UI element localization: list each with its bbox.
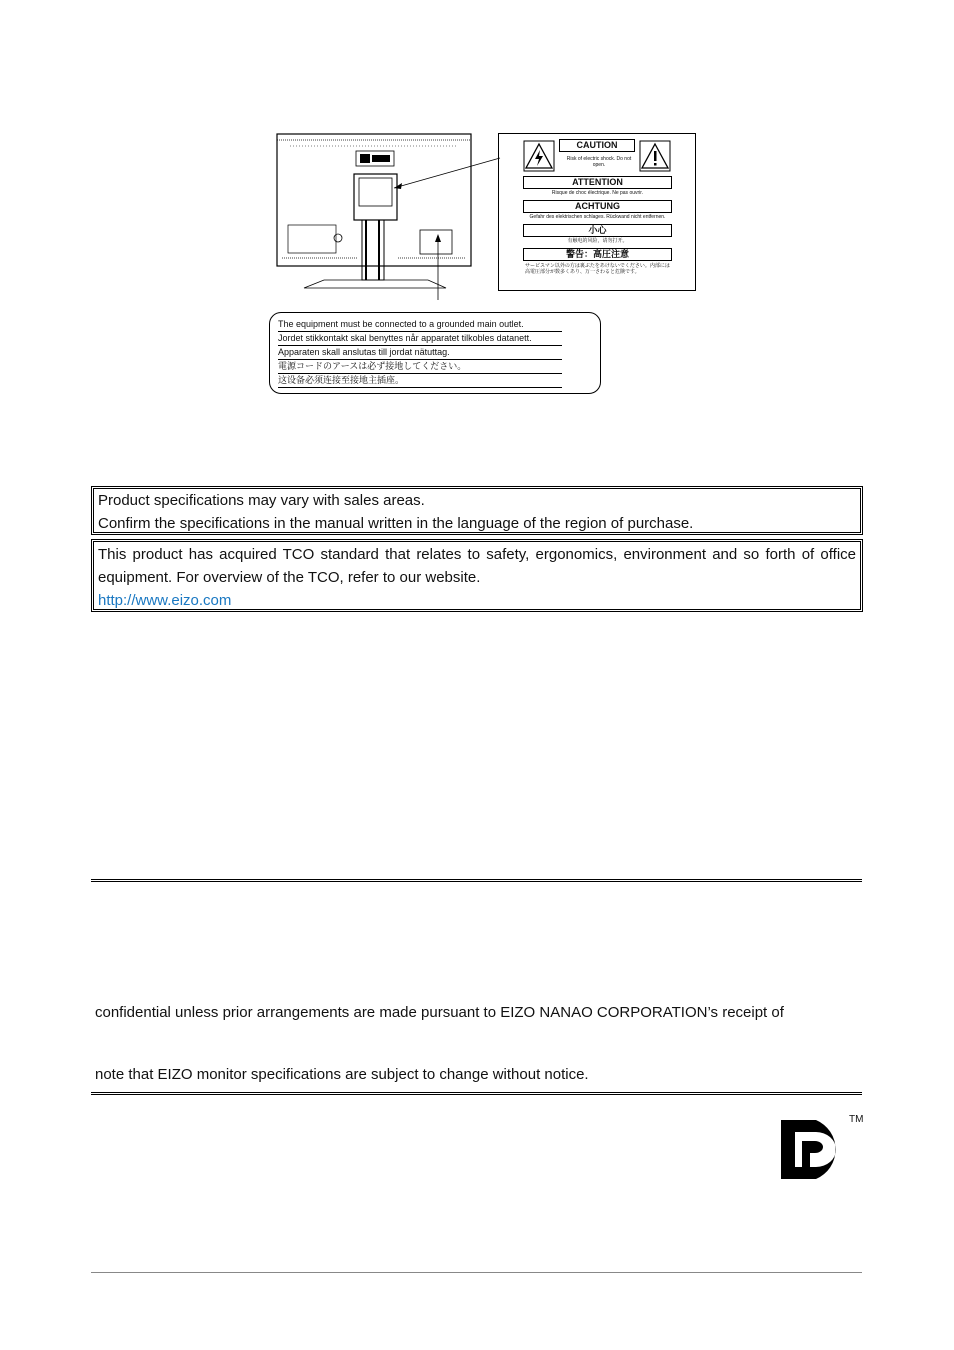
- achtung-heading: ACHTUNG: [523, 200, 672, 213]
- grounding-line-en: The equipment must be connected to a grounded main outlet.: [278, 318, 562, 332]
- caution-heading: CAUTION: [559, 139, 635, 152]
- displayport-logo-icon: [778, 1117, 856, 1183]
- displayport-trademark: TM: [849, 1114, 864, 1125]
- spec-notice-box: [91, 486, 863, 535]
- spec-notice-line2: Confirm the specifications in the manual written in the language of the region of purchase.: [98, 515, 694, 532]
- tco-notice-box: [91, 539, 863, 612]
- grounding-line-ja: 電源コードのアースは必ず接地してください。: [278, 360, 562, 374]
- section-top-rule: [91, 879, 862, 882]
- spec-notice-line1: Product specifications may vary with sales areas.: [98, 492, 425, 509]
- electric-shock-warning-icon: [523, 140, 555, 172]
- grounding-line-sv: Apparaten skall anslutas till jordat nätuttag.: [278, 346, 562, 360]
- caution-subtext: Risk of electric shock. Do not open.: [566, 156, 632, 168]
- exclamation-warning-icon: [639, 140, 671, 172]
- section-bottom-rule: [91, 1092, 862, 1095]
- copyright-line1: confidential unless prior arrangements are made pursuant to EIZO NANAO CORPORATION’s receipt of: [95, 1004, 784, 1021]
- grounding-line-zh: 这设备必须连接至接地主插座。: [278, 374, 562, 388]
- achtung-subtext: Gefahr des elektrischen schlages. Rückwand nicht entfernen.: [529, 214, 666, 220]
- xiaoxin-subtext: 有触电的风险，请勿打开。: [567, 238, 628, 244]
- attention-subtext: Risque de choc électrique. Ne pas ouvrir.: [551, 190, 644, 196]
- caution-label: [498, 133, 696, 291]
- grounding-line-no: Jordet stikkontakt skal benyttes når apparatet tilkobles datanett.: [278, 332, 562, 346]
- attention-heading: ATTENTION: [523, 176, 672, 189]
- eizo-website-link[interactable]: http://www.eizo.com: [98, 592, 232, 609]
- tco-notice-text: This product has acquired TCO standard that relates to safety, ergonomics, environment and so forth of office equipment. For overview of the TCO, refer to our website.: [98, 546, 856, 586]
- keikoku-subtext: サービスマン以外の方は裏ぶたをあけないでください。内部には高電圧部分が数多くあり、万一さわると危険です。: [525, 263, 670, 275]
- copyright-line2: note that EIZO monitor specifications are subject to change without notice.: [95, 1066, 589, 1083]
- footer-rule: [91, 1272, 862, 1273]
- keikoku-heading: 警告：高圧注意: [523, 248, 672, 261]
- xiaoxin-heading: 小心: [523, 224, 672, 237]
